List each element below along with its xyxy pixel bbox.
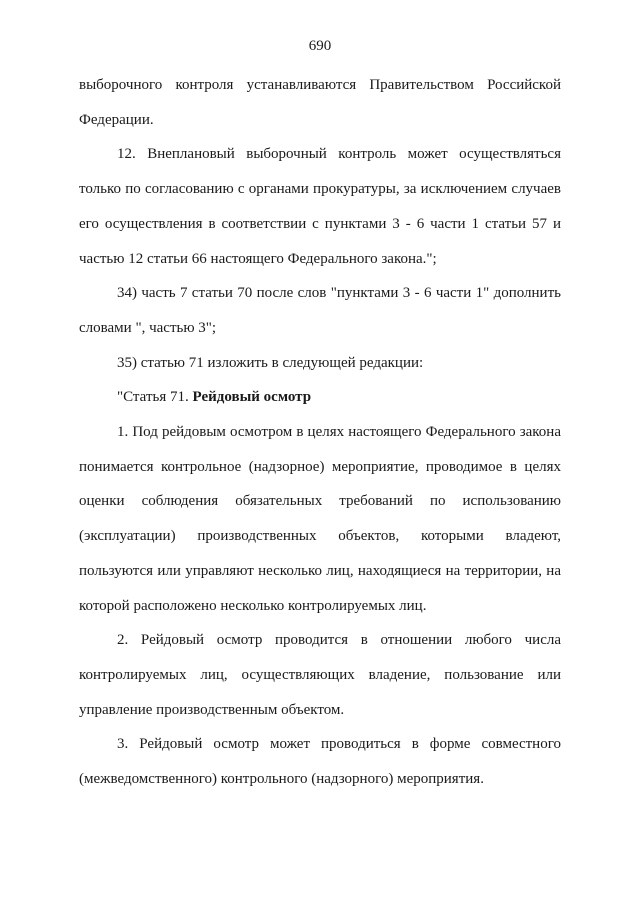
document-body [79, 68, 561, 797]
article-heading-prefix: "Статья 71. [117, 389, 193, 406]
paragraph-continuation: выборочного контроля устанавливаются Правительством Российской Федерации. [79, 77, 561, 128]
paragraph-item-34: 34) часть 7 статьи 70 после слов "пунктами 3 - 6 части 1" дополнить словами ", частью 3"; [79, 285, 561, 336]
paragraph-item-35: 35) статью 71 изложить в следующей редакции: [117, 354, 424, 371]
article-heading-title: Рейдовый осмотр [192, 389, 312, 406]
page-number: 690 [308, 38, 332, 54]
paragraph-item-12: 12. Внеплановый выборочный контроль может осуществляться только по согласованию с органами прокуратуры, за исключением случаев его осуществления в соответствии с пунктами 3 - 6 части 1 статьи 57 и частью 12 статьи 66 настоящего Федерального закона."; [79, 146, 561, 267]
article-point-2: 2. Рейдовый осмотр проводится в отношении любого числа контролируемых лиц, осуществляющих владение, пользование или управление производственным объектом. [79, 632, 561, 718]
article-point-1: 1. Под рейдовым осмотром в целях настоящего Федерального закона понимается контрольное (надзорное) мероприятие, проводимое в целях оценки соблюдения обязательных требований по использованию (эксплуатации) производственных объектов, которыми владеют, пользуются или управляют несколько лиц, находящиеся на территории, на которой расположено несколько контролируемых лиц. [79, 424, 561, 614]
article-heading [79, 380, 561, 415]
article-point-3: 3. Рейдовый осмотр может проводиться в форме совместного (межведомственного) контрольного (надзорного) мероприятия. [79, 736, 561, 788]
